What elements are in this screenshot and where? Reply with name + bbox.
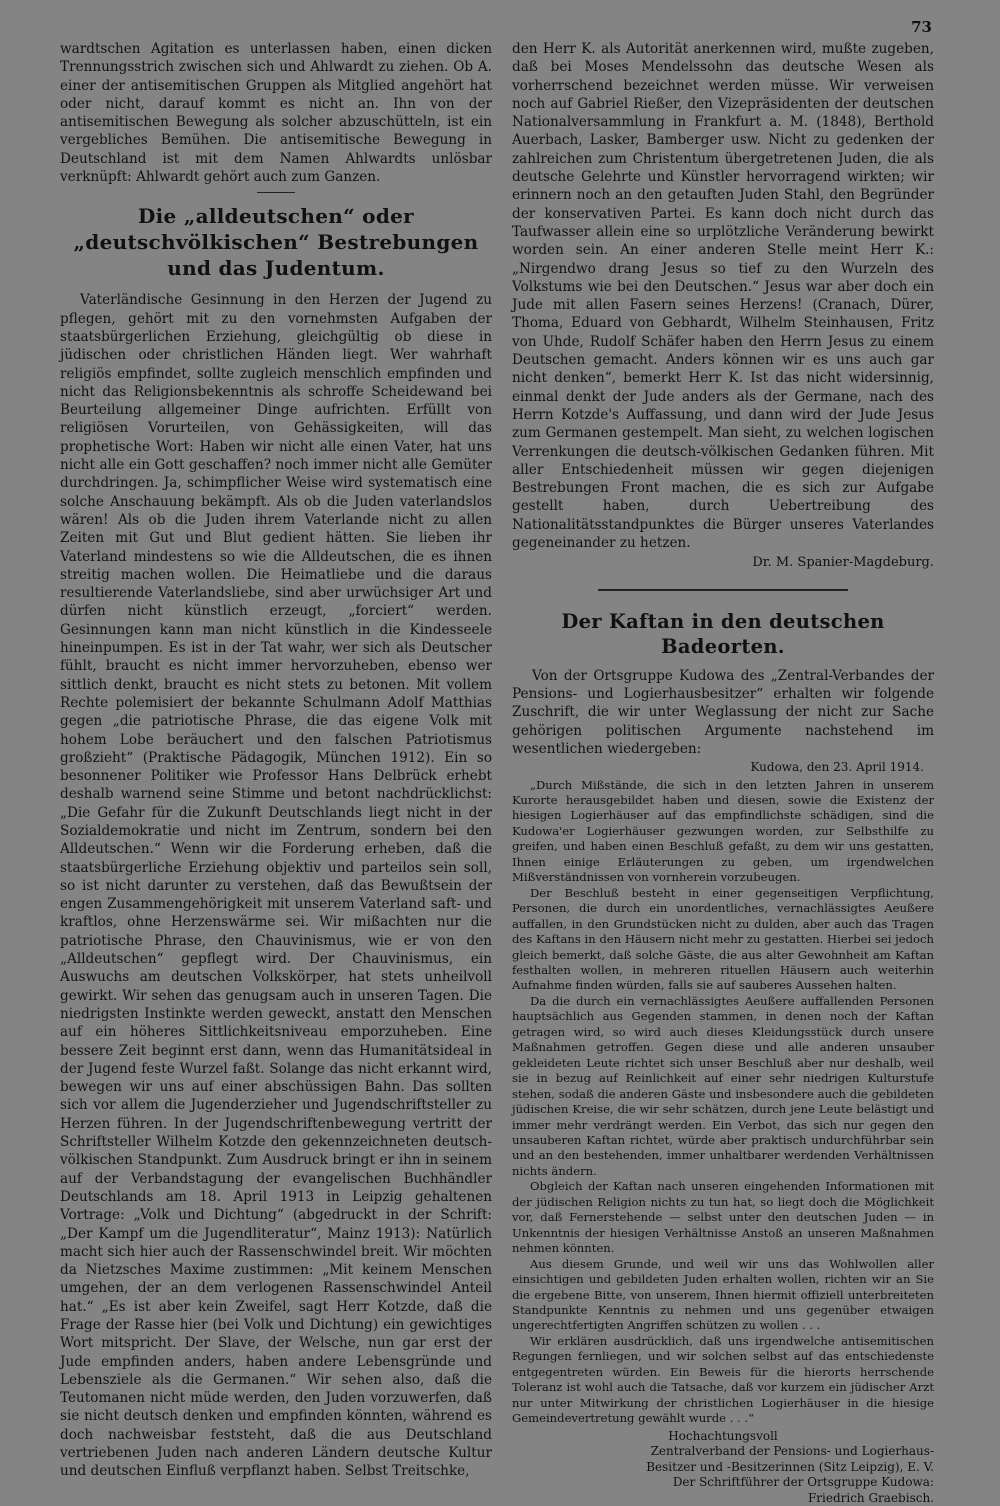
- letter-dateline: Kudowa, den 23. April 1914.: [750, 760, 924, 775]
- letter-paragraph: Obgleich der Kaftan nach unseren eingehenden Informationen mit der jüdischen Religion nichts zu tun hat, so liegt doch die Möglichkeit vor, daß Fernerstehende — selbst unter den deutschen Juden — in Unkenntnis der hiesigen Verhältnisse Anstoß an unseren Maßnahmen nehmen könnten.: [512, 1179, 934, 1256]
- signer-line: Zentralverband der Pensions- und Logierhaus-: [650, 1444, 934, 1459]
- article-title-alldeutschen: Die „alldeutschen“ oder „deutschvölkischen“ Bestrebungen und das Judentum.: [73, 204, 479, 281]
- separator: [257, 192, 295, 193]
- body-paragraph: Vaterländische Gesinnung in den Herzen der Jugend zu pflegen, gehört mit zu den vornehmsten Aufgaben der staatsbürgerlichen Erziehung, gleichgültig ob diese in jüdischen oder christlichen Händen liegt. Wer wahrhaft religiös empfindet, sollte zugleich menschlich empfinden und nicht das Religionsbekenntnis als schroffe Scheidewand bei Beurteilung allgemeiner Dinge aufrichten. Erfüllt von religiösen Vorurteilen, von Gehässigkeiten, will das prophetische Wort: Haben wir nicht alle einen Vater, hat uns nicht alle ein Gott geschaffen? noch immer nicht alle Gemüter durchdringen. Ja, schimpflicher Weise wird systematisch eine solche Anschauung bekämpft. Als ob die Juden vaterlandslos wären! Als ob die Juden ihrem Vaterlande nicht zu allen Zeiten mit Gut und Blut gedient hätten. Sie lieben ihr Vaterland mindestens so wie die Alldeutschen, die es ihnen streitig machen wollen. Die Heimatliebe und die daraus resultierende Vaterlandsliebe, sind aber urwüchsiger Art und dürfen nicht künstlich erzeugt, „forciert“ werden. Gesinnungen kann man nicht künstlich in die Kindesseele hineinpumpen. Es ist in der Tat wahr, wer sich als Deutscher fühlt, braucht es nicht immer hervorzuheben, ebenso wer sittlich denkt, braucht es nicht stets zu betonen. Mit vollem Rechte polemisiert der bekannte Schulmann Adolf Matthias gegen „die patriotische Phrase, die das eigene Volk mit hohem Lobe beräuchert und den falschen Patriotismus großzieht“ (Praktische Pädagogik, München 1912). Ein so besonnener Politiker wie Professor Hans Delbrück erhebt deshalb warnend seine Stimme und betont nachdrücklichst: „Die Gefahr für die Zukunft Deutschlands liegt nicht in der Sozialdemokratie und nicht im Zentrum, sondern bei den Alldeutschen.“ Wenn wir die Forderung erheben, daß die staatsbürgerliche Erziehung objektiv und parteilos sein soll, so ist nicht darunter zu verstehen, daß das Bewußtsein der engen Zusammengehörigkeit mit unserem Vaterland saft- und kraftlos, ohne Herzenswärme sei. Wir mißachten nur die patriotische Phrase, den Chauvinismus, wie er von den „Alldeutschen“ gepflegt wird. Der Chauvinismus, ein Auswuchs am deutschen Volkskörper, hat stets unheilvoll gewirkt. Wir sehen das genugsam auch in unseren Tagen. Die niedrigsten Instinkte werden geweckt, anstatt den Menschen auf ein höheres Sittlichkeitsniveau emporzuheben. Eine bessere Zeit beginnt erst dann, wenn das Humanitätsideal in der Jugend feste Wurzel faßt. Solange das nicht erkannt wird, bewegen wir uns auf einer abschüssigen Bahn. Das sollten sich vor allem die Jugenderzieher und Jugendschriftsteller zu Herzen führen. In der Jugendschriftenbewegung vertritt der Schriftsteller Wilhelm Kotzde den gekennzeichneten deutsch-völkischen Standpunkt. Zum Ausdruck bringt er ihn in seinem auf der Verbandstagung der evangelischen Buchhändler Deutschlands am 18. April 1913 in Leipzig gehaltenen Vortrage: „Volk und Dichtung“ (abgedruckt in der Schrift: „Der Kampf um die Jugendliteratur“, Mainz 1913): Natürlich macht sich hier auch der Rassenschwindel breit. Wir möchten da Nietzsches Maxime zustimmen: „Mit keinem Menschen umgehen, der an dem verlogenen Rassenschwindel Anteil hat.“ „Es ist aber kein Zweifel, sagt Herr Kotzde, daß die Frage der Rasse hier (bei Volk und Dichtung) ein gewichtiges Wort mitspricht. Der Slave, der Welsche, nun gar erst der Jude empfinden anders, haben andere Lebensgründe und Lebensziele als die Germanen.“ Wir sehen also, daß die Teutomanen nicht müde werden, den Juden vorzuwerfen, daß sie nicht deutsch denken und empfinden könnten, während es doch nachweisbar feststeht, daß die aus Deutschland vertriebenen Juden nach anderen Ländern deutsche Kultur und deutschen Einfluß verpflanzt haben. Selbst Treitschke,: [60, 292, 492, 1480]
- letter-closing: Hochachtungsvoll: [668, 1428, 778, 1443]
- page-number: 73: [911, 18, 932, 36]
- letter-signer: [512, 1444, 934, 1506]
- letter: [512, 760, 934, 1506]
- continuation-paragraph: den Herr K. als Autorität anerkennen wird, mußte zugeben, daß bei Moses Mendelssohn das deutsche Wesen als vorherrschend bezeichnet werden müsse. Wir verweisen noch auf Gabriel Rießer, den Vizepräsidenten der deutschen Nationalversammlung in Frankfurt a. M. (1848), Berthold Auerbach, Lasker, Bamberger usw. Nicht zu gedenken der zahlreichen zum Christentum übergetretenen Juden, die als deutsche Gelehrte und Künstler hervorragend wirkten; wir erinnern noch an den getauften Juden Stahl, den Begründer der konservativen Partei. Es kann doch nicht durch das Taufwasser allein eine so urplötzliche Veränderung bewirkt worden sein. An einer anderen Stelle meint Herr K.: „Nirgendwo drang Jesus so tief zu den Wurzeln des Volkstums wie bei den Deutschen.“ Jesus war aber doch ein Jude mit allen Fasern seines Herzens! (Cranach, Dürer, Thoma, Eduard von Gebhardt, Wilhelm Steinhausen, Fritz von Uhde, Rudolf Schäfer haben den Herrn Jesus zu einem Deutschen gemacht. Anders können wir es uns auch gar nicht denken“, bemerkt Herr K. Ist das nicht widersinnig, einmal denkt der Jude anders als der Germane, nach des Herrn Kotzde's Auffassung, und dann wird der Jude Jesus zum Germanen gestempelt. Man sieht, zu welchen logischen Verrenkungen die deutsch-völkischen Gedanken führen. Mit aller Entschiedenheit müssen wir gegen diejenigen Bestrebungen Front machen, die es sich zur Aufgabe gestellt haben, durch Uebertreibung des Nationalitätsstandpunktes die Bürger unseres Vaterlandes gegeneinander zu hetzen.: [512, 41, 934, 552]
- intro-paragraph: wardtschen Agitation es unterlassen haben, einen dicken Trennungsstrich zwischen sich und Ahlwardt zu ziehen. Ob A. einer der antisemitischen Gruppen als Mitglied angehört hat oder nicht, darauf kommt es nicht an. Ihn von der antisemitischen Bewegung als solcher abzuschütteln, ist ein vergebliches Bemühen. Die antisemitische Bewegung in Deutschland ist mit dem Namen Ahlwardts unlösbar verknüpft: Ahlwardt gehört auch zum Ganzen.: [60, 41, 492, 186]
- signer-line: Besitzer und -Besitzerinnen (Sitz Leipzig), E. V.: [646, 1459, 934, 1474]
- article-title-kaftan: Der Kaftan in den deutschen Badeorten.: [561, 609, 885, 658]
- author-signature: Dr. M. Spanier-Magdeburg.: [752, 555, 934, 571]
- letter-paragraph: Aus diesem Grunde, und weil wir uns das Wohlwollen aller einsichtigen und gebildeten Juden erhalten wollen, richten wir an Sie die ergebene Bitte, von unserem, Ihnen hiermit offiziell unterbreiteten Standpunkte Kenntnis zu nehmen und uns gegenüber etwaigen ungerechtfertigten Angriffen schützen zu wollen . . .: [512, 1256, 934, 1333]
- lead-paragraph: Von der Ortsgruppe Kudowa des „Zentral-Verbandes der Pensions- und Logierhausbesitzer“ erhalten wir folgende Zuschrift, die wir unter Weglassung der nicht zur Sache gehörigen politischen Argumente nachstehend im wesentlichen wiedergeben:: [512, 667, 934, 757]
- letter-paragraph: Da die durch ein vernachlässigtes Aeußere auffallenden Personen hauptsächlich aus Gegenden stammen, in denen noch der Kaftan getragen wird, so wird auch dieses Kleidungsstück durch unsere Maßnahmen getroffen. Gegen diese und alle anderen unsauber gekleideten Leute richtet sich unser Beschluß aber nur deshalb, weil sie in bezug auf Reinlichkeit auf einer sehr niedrigen Kulturstufe stehen, sodaß die anderen Gäste und insbesondere auch die gebildeten jüdischen Kreise, die wir sehr schätzen, durch jene Leute belästigt und immer mehr verdrängt werden. Ein Verbot, das sich nur gegen den unsauberen Kaftan richtet, würde aber praktisch undurchführbar sein und an den bestehenden, immer unhaltbarer werdenden Verhältnissen nichts ändern.: [512, 993, 934, 1178]
- letter-paragraph: Der Beschluß besteht in einer gegenseitigen Verpflichtung, Personen, die durch ein unordentliches, vernachlässigtes Aeußere auffallen, in den Grundstücken nicht zu dulden, aber auch das Tragen des Kaftans in den Häusern nicht mehr zu gestatten. Hierbei sei jedoch gleich bemerkt, daß solche Gäste, die aus alter Gewohnheit am Kaftan festhalten wollen, in mehreren rituellen Häusern auch weiterhin Aufnahme finden würden, falls sie auf sauberes Aussehen halten.: [512, 885, 934, 993]
- separator: [598, 589, 848, 591]
- letter-paragraph: „Durch Mißstände, die sich in den letzten Jahren in unserem Kurorte herausgebildet haben und diesen, sowie die Existenz der hiesigen Logierhäuser auf das empfindlichste schädigen, sind die Kudowa'er Logierhäuser gezwungen worden, zur Selbsthilfe zu greifen, und haben einen Beschluß gefaßt, zu dem wir uns gestatten, Ihnen einige Erläuterungen zu geben, um irgendwelchen Mißverständnissen von vornherein vorzubeugen.: [512, 777, 934, 885]
- right-column: [512, 40, 934, 1506]
- letter-paragraph: Wir erklären ausdrücklich, daß uns irgendwelche antisemitischen Regungen fernliegen, und wir solchen selbst auf das entschiedenste entgegentreten würden. Ein Beweis für die hierorts herrschende Toleranz ist wohl auch die Tatsache, daß vor kurzem ein jüdischer Arzt nur unter Mitwirkung der christlichen Logierhäuser in die hiesige Gemeindevertretung gewählt wurde . . .“: [512, 1333, 934, 1426]
- signer-line: Der Schriftführer der Ortsgruppe Kudowa:: [672, 1475, 934, 1490]
- signer-line: Friedrich Graebisch.: [807, 1490, 934, 1505]
- left-column: [60, 40, 492, 1481]
